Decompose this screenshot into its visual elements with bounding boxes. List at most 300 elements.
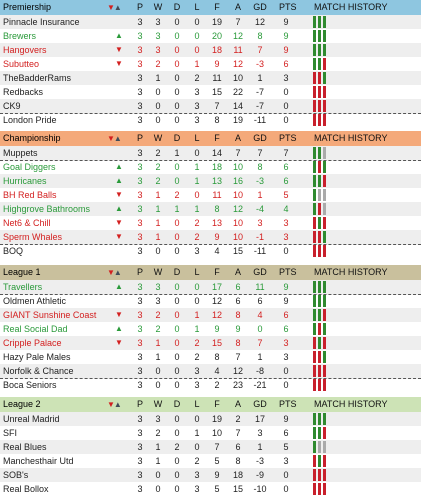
column-header-l[interactable]: L <box>194 2 200 12</box>
cell-d: 0 <box>174 176 180 186</box>
team-name[interactable]: Real Blues <box>3 442 47 452</box>
column-header-gd[interactable]: GD <box>253 399 267 409</box>
match-history <box>313 455 373 467</box>
loss-marker <box>313 114 316 126</box>
cell-w: 1 <box>155 232 161 242</box>
cell-pts: 9 <box>283 296 289 306</box>
win-marker <box>318 44 321 56</box>
loss-marker <box>323 379 326 391</box>
loss-marker <box>318 365 321 377</box>
cell-p: 3 <box>137 59 143 69</box>
cell-gd: -11 <box>253 246 267 256</box>
sort-movement-icon[interactable]: ▼▲ <box>107 268 121 277</box>
team-name[interactable]: Oldmen Athletic <box>3 296 67 306</box>
cell-f: 4 <box>214 246 220 256</box>
column-header-pts[interactable]: PTS <box>279 399 297 409</box>
cell-a: 8 <box>235 338 241 348</box>
cell-a: 12 <box>232 31 243 41</box>
team-name[interactable]: Subutteo <box>3 59 40 69</box>
table-row[interactable] <box>0 482 421 496</box>
loss-marker <box>323 455 326 467</box>
cell-w: 3 <box>155 17 161 27</box>
cell-l: 0 <box>194 190 200 200</box>
win-marker <box>318 413 321 425</box>
cell-l: 0 <box>194 282 200 292</box>
column-header-w[interactable]: W <box>153 399 163 409</box>
cell-p: 3 <box>137 324 143 334</box>
section-header <box>0 397 421 412</box>
win-marker <box>313 295 316 307</box>
cell-d: 0 <box>174 366 180 376</box>
cell-w: 3 <box>155 45 161 55</box>
cell-l: 3 <box>194 470 200 480</box>
cell-pts: 9 <box>283 414 289 424</box>
match-history <box>313 161 373 173</box>
team-name[interactable]: Goal Diggers <box>3 162 56 172</box>
cell-a: 6 <box>235 442 241 452</box>
cell-a: 14 <box>232 101 243 111</box>
section-header <box>0 131 421 146</box>
cell-d: 0 <box>174 470 180 480</box>
loss-marker <box>313 483 316 495</box>
cell-p: 3 <box>137 17 143 27</box>
cell-gd: 7 <box>257 45 263 55</box>
draw-marker <box>323 203 326 215</box>
cell-a: 11 <box>233 45 243 55</box>
cell-w: 1 <box>155 352 161 362</box>
cell-p: 3 <box>137 218 143 228</box>
cell-pts: 3 <box>283 73 289 83</box>
loss-marker <box>313 86 316 98</box>
cell-l: 0 <box>194 414 200 424</box>
cell-f: 2 <box>214 380 220 390</box>
loss-marker <box>318 100 321 112</box>
cell-gd: -9 <box>255 470 264 480</box>
team-name[interactable]: Highgrove Bathrooms <box>3 204 91 214</box>
loss-marker <box>318 379 321 391</box>
loss-marker <box>323 86 326 98</box>
draw-marker <box>323 441 326 453</box>
cell-f: 12 <box>211 310 222 320</box>
column-header-l[interactable]: L <box>194 267 200 277</box>
cell-pts: 3 <box>283 456 289 466</box>
draw-marker <box>318 189 321 201</box>
column-header-f[interactable]: F <box>214 2 220 12</box>
cell-f: 13 <box>211 176 222 186</box>
table-row[interactable] <box>0 426 421 440</box>
cell-p: 3 <box>137 414 143 424</box>
cell-p: 3 <box>137 204 143 214</box>
cell-w: 0 <box>155 115 161 125</box>
cell-f: 19 <box>211 17 222 27</box>
team-name[interactable]: Hazy Pale Males <box>3 352 71 362</box>
sort-movement-icon[interactable]: ▼▲ <box>107 134 121 143</box>
cell-pts: 7 <box>283 148 289 158</box>
win-marker <box>323 295 326 307</box>
win-marker <box>313 161 316 173</box>
win-marker <box>318 281 321 293</box>
column-header-d[interactable]: D <box>173 2 181 12</box>
table-row[interactable] <box>0 308 421 322</box>
table-row[interactable] <box>0 146 421 161</box>
column-header-pts[interactable]: PTS <box>279 2 297 12</box>
column-header-d[interactable]: D <box>173 267 181 277</box>
cell-l: 2 <box>194 218 200 228</box>
cell-gd: 1 <box>257 442 263 452</box>
cell-pts: 5 <box>283 442 289 452</box>
cell-w: 1 <box>155 73 161 83</box>
match-history-header: MATCH HISTORY <box>314 399 388 409</box>
team-name[interactable]: Brewers <box>3 31 37 41</box>
cell-f: 7 <box>214 442 220 452</box>
cell-gd: -4 <box>255 204 264 214</box>
team-name[interactable]: London Pride <box>3 115 57 125</box>
win-marker <box>318 309 321 321</box>
team-name[interactable]: Net6 & Chill <box>3 218 51 228</box>
cell-pts: 0 <box>283 87 289 97</box>
cell-w: 1 <box>155 218 161 228</box>
table-row[interactable] <box>0 57 421 71</box>
cell-w: 1 <box>155 442 161 452</box>
table-row[interactable] <box>0 364 421 379</box>
cell-gd: 17 <box>254 414 265 424</box>
cell-w: 2 <box>155 324 161 334</box>
cell-f: 14 <box>211 148 222 158</box>
table-row[interactable] <box>0 230 421 245</box>
cell-p: 3 <box>137 456 143 466</box>
column-header-l[interactable]: L <box>194 399 200 409</box>
cell-w: 2 <box>155 310 161 320</box>
team-name[interactable]: Hangovers <box>3 45 47 55</box>
column-header-a[interactable]: A <box>234 267 241 277</box>
win-marker <box>313 147 316 159</box>
cell-pts: 6 <box>283 324 289 334</box>
cell-d: 0 <box>174 310 180 320</box>
table-row[interactable] <box>0 350 421 364</box>
cell-p: 3 <box>137 282 143 292</box>
table-row[interactable] <box>0 29 421 43</box>
column-header-p[interactable]: P <box>136 133 143 143</box>
cell-gd: -21 <box>253 380 267 390</box>
column-header-gd[interactable]: GD <box>253 267 267 277</box>
match-history <box>313 203 373 215</box>
column-header-gd[interactable]: GD <box>253 133 267 143</box>
cell-a: 16 <box>232 176 243 186</box>
team-name[interactable]: Hurricanes <box>3 176 47 186</box>
cell-f: 10 <box>211 428 222 438</box>
win-marker <box>318 58 321 70</box>
cell-gd: 7 <box>257 148 263 158</box>
win-marker <box>323 161 326 173</box>
cell-pts: 0 <box>283 246 289 256</box>
table-row[interactable] <box>0 294 421 308</box>
cell-gd: 12 <box>254 17 265 27</box>
cell-pts: 9 <box>283 282 289 292</box>
match-history <box>313 86 373 98</box>
team-name[interactable]: Real Social Dad <box>3 324 68 334</box>
cell-p: 3 <box>137 148 143 158</box>
team-name[interactable]: Cripple Palace <box>3 338 62 348</box>
team-name[interactable]: Boca Seniors <box>3 380 57 390</box>
column-header-p[interactable]: P <box>136 399 143 409</box>
cell-w: 1 <box>155 190 161 200</box>
match-history <box>313 309 373 321</box>
column-header-l[interactable]: L <box>194 133 200 143</box>
column-header-p[interactable]: P <box>136 267 143 277</box>
column-header-f[interactable]: F <box>214 133 220 143</box>
cell-gd: -8 <box>255 366 264 376</box>
cell-pts: 0 <box>283 470 289 480</box>
cell-a: 9 <box>235 324 241 334</box>
table-row[interactable] <box>0 99 421 114</box>
match-history-header: MATCH HISTORY <box>314 267 388 277</box>
column-header-w[interactable]: W <box>153 133 163 143</box>
cell-l: 0 <box>194 296 200 306</box>
loss-marker <box>313 455 316 467</box>
table-row[interactable] <box>0 113 421 127</box>
match-history <box>313 245 373 257</box>
column-header-w[interactable]: W <box>153 2 163 12</box>
win-marker <box>318 30 321 42</box>
loss-marker <box>318 245 321 257</box>
cell-p: 3 <box>137 162 143 172</box>
cell-pts: 6 <box>283 162 289 172</box>
cell-p: 3 <box>137 87 143 97</box>
team-name[interactable]: SOB's <box>3 470 29 480</box>
win-marker <box>313 309 316 321</box>
cell-f: 4 <box>214 366 220 376</box>
table-row[interactable] <box>0 43 421 57</box>
column-header-f[interactable]: F <box>214 267 220 277</box>
sort-movement-icon[interactable]: ▼▲ <box>107 400 121 409</box>
cell-p: 3 <box>137 310 143 320</box>
cell-a: 15 <box>232 484 243 494</box>
cell-l: 1 <box>194 162 200 172</box>
cell-l: 1 <box>194 310 200 320</box>
cell-w: 0 <box>155 101 161 111</box>
column-header-pts[interactable]: PTS <box>279 267 297 277</box>
draw-marker <box>323 147 326 159</box>
cell-a: 7 <box>235 428 241 438</box>
rank-down-icon: ▼ <box>115 190 123 199</box>
column-header-w[interactable]: W <box>153 267 163 277</box>
cell-d: 0 <box>174 456 180 466</box>
cell-l: 1 <box>194 59 200 69</box>
cell-a: 12 <box>232 366 243 376</box>
loss-marker <box>313 337 316 349</box>
match-history <box>313 281 373 293</box>
match-history <box>313 231 373 243</box>
cell-f: 9 <box>214 470 220 480</box>
table-championship <box>0 131 421 258</box>
team-name[interactable]: Redbacks <box>3 87 44 97</box>
cell-pts: 9 <box>283 31 289 41</box>
column-header-d[interactable]: D <box>173 399 181 409</box>
cell-w: 2 <box>155 59 161 69</box>
win-marker <box>313 413 316 425</box>
cell-d: 0 <box>174 484 180 494</box>
cell-d: 0 <box>174 246 180 256</box>
table-row[interactable] <box>0 336 421 350</box>
rank-up-icon: ▲ <box>115 324 123 333</box>
win-marker <box>313 323 316 335</box>
column-header-f[interactable]: F <box>214 399 220 409</box>
team-name[interactable]: TheBadderRams <box>3 73 72 83</box>
cell-a: 10 <box>232 218 243 228</box>
table-row[interactable] <box>0 412 421 426</box>
cell-a: 15 <box>232 246 243 256</box>
cell-p: 3 <box>137 366 143 376</box>
column-header-d[interactable]: D <box>173 133 181 143</box>
cell-pts: 0 <box>283 380 289 390</box>
cell-a: 10 <box>232 73 243 83</box>
team-name[interactable]: Norfolk & Chance <box>3 366 74 376</box>
win-marker <box>323 323 326 335</box>
cell-f: 15 <box>211 87 222 97</box>
win-marker <box>313 203 316 215</box>
cell-pts: 0 <box>283 101 289 111</box>
win-marker <box>323 231 326 243</box>
rank-down-icon: ▼ <box>115 59 123 68</box>
column-header-p[interactable]: P <box>136 2 143 12</box>
team-name[interactable]: BOQ <box>3 246 24 256</box>
loss-marker <box>313 351 316 363</box>
cell-gd: 0 <box>257 324 263 334</box>
cell-d: 0 <box>174 414 180 424</box>
cell-gd: 4 <box>257 310 263 320</box>
cell-p: 3 <box>137 442 143 452</box>
table-row[interactable] <box>0 216 421 230</box>
cell-a: 22 <box>232 87 243 97</box>
cell-p: 3 <box>137 352 143 362</box>
team-name[interactable]: Travellers <box>3 282 43 292</box>
cell-p: 3 <box>137 190 143 200</box>
team-name[interactable]: Pinnacle Insurance <box>3 17 80 27</box>
cell-p: 3 <box>137 31 143 41</box>
table-row[interactable] <box>0 322 421 336</box>
table-premiership <box>0 0 421 127</box>
team-name[interactable]: Unreal Madrid <box>3 414 60 424</box>
cell-f: 13 <box>211 218 222 228</box>
win-marker <box>318 337 321 349</box>
cell-a: 12 <box>232 59 243 69</box>
sort-movement-icon[interactable]: ▼▲ <box>107 3 121 12</box>
win-marker <box>313 30 316 42</box>
cell-pts: 4 <box>283 204 289 214</box>
section-title: League 2 <box>3 399 41 409</box>
cell-gd: -10 <box>253 484 267 494</box>
loss-marker <box>313 217 316 229</box>
win-marker <box>323 281 326 293</box>
cell-f: 15 <box>211 338 222 348</box>
table-row[interactable] <box>0 160 421 174</box>
cell-d: 0 <box>174 218 180 228</box>
cell-d: 0 <box>174 324 180 334</box>
table-row[interactable] <box>0 188 421 202</box>
rank-up-icon: ▲ <box>115 204 123 213</box>
rank-up-icon: ▲ <box>115 31 123 40</box>
cell-pts: 0 <box>283 115 289 125</box>
loss-marker <box>318 86 321 98</box>
cell-pts: 3 <box>283 352 289 362</box>
cell-w: 3 <box>155 414 161 424</box>
team-name[interactable]: Manchesthair Utd <box>3 456 74 466</box>
team-name[interactable]: Sperm Whales <box>3 232 63 242</box>
loss-marker <box>323 175 326 187</box>
cell-p: 3 <box>137 45 143 55</box>
win-marker <box>313 44 316 56</box>
table-row[interactable] <box>0 280 421 295</box>
win-marker <box>313 281 316 293</box>
column-header-a[interactable]: A <box>234 133 241 143</box>
rank-down-icon: ▼ <box>115 45 123 54</box>
match-history <box>313 189 373 201</box>
loss-marker <box>323 337 326 349</box>
cell-f: 11 <box>212 73 222 83</box>
match-history <box>313 413 373 425</box>
table-row[interactable] <box>0 71 421 85</box>
cell-d: 0 <box>174 296 180 306</box>
win-marker <box>323 16 326 28</box>
column-header-pts[interactable]: PTS <box>279 133 297 143</box>
team-name[interactable]: BH Red Balls <box>3 190 57 200</box>
cell-l: 3 <box>194 87 200 97</box>
cell-l: 1 <box>194 428 200 438</box>
table-row[interactable] <box>0 440 421 454</box>
table-row[interactable] <box>0 174 421 188</box>
cell-pts: 5 <box>283 190 289 200</box>
column-header-a[interactable]: A <box>234 2 241 12</box>
column-header-a[interactable]: A <box>234 399 241 409</box>
team-name[interactable]: Real Bollox <box>3 484 49 494</box>
cell-gd: 1 <box>257 352 263 362</box>
column-header-gd[interactable]: GD <box>253 2 267 12</box>
match-history <box>313 441 373 453</box>
match-history-header: MATCH HISTORY <box>314 2 388 12</box>
cell-a: 7 <box>235 148 241 158</box>
cell-w: 3 <box>155 296 161 306</box>
cell-f: 19 <box>211 414 222 424</box>
cell-p: 3 <box>137 232 143 242</box>
table-row[interactable] <box>0 15 421 29</box>
table-row[interactable] <box>0 85 421 99</box>
loss-marker <box>313 245 316 257</box>
team-name[interactable]: GIANT Sunshine Coast <box>3 310 97 320</box>
win-marker <box>323 413 326 425</box>
loss-marker <box>323 309 326 321</box>
table-row[interactable] <box>0 454 421 468</box>
table-row[interactable] <box>0 378 421 392</box>
rank-down-icon: ▼ <box>115 338 123 347</box>
rank-down-icon: ▼ <box>115 218 123 227</box>
team-name[interactable]: Muppets <box>3 148 38 158</box>
cell-gd: -3 <box>255 456 264 466</box>
cell-gd: -7 <box>255 101 264 111</box>
table-league-2 <box>0 397 421 496</box>
cell-f: 18 <box>211 45 222 55</box>
team-name[interactable]: SFI <box>3 428 18 438</box>
match-history <box>313 58 373 70</box>
cell-f: 18 <box>211 162 222 172</box>
loss-marker <box>318 469 321 481</box>
cell-gd: 3 <box>257 428 263 438</box>
table-row[interactable] <box>0 202 421 216</box>
match-history <box>313 16 373 28</box>
table-row[interactable] <box>0 244 421 258</box>
team-name[interactable]: CK9 <box>3 101 21 111</box>
table-row[interactable] <box>0 468 421 482</box>
cell-a: 10 <box>232 162 243 172</box>
